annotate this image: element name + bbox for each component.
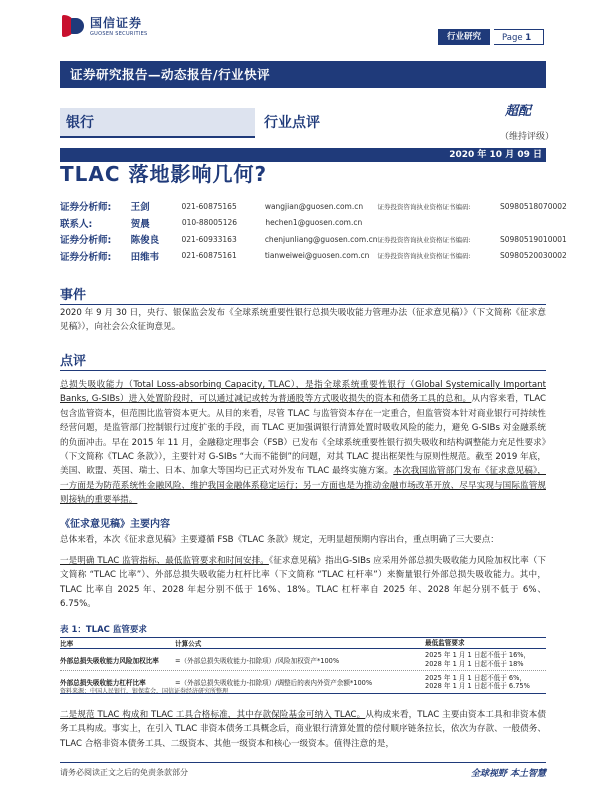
analyst-row: [60, 215, 560, 232]
tlac-definition: 总损失吸收能力（Total Loss-absorbing Capacity, TLAC），是指全球系统重要性银行（Global Systemically Important Banks, G-SIBs）进入处置阶段时，可以通过减记或转为普通股等方式吸收损失的资本和债务工具的总和。: [60, 380, 546, 405]
point-one-lead: 一是明确 TLAC 监管指标、最低监管要求和时间安排。: [60, 556, 269, 566]
draft-point-two: [60, 708, 546, 751]
footer-divider: [60, 762, 546, 763]
table-cell-requirement: [425, 651, 546, 668]
report-type-band: 证券研究报告—动态报告/行业快评: [60, 61, 546, 88]
policy-significance: 本次我国监管部门发布《征求意见稿》，一方面是为防范系统性金融风险、维护我国金融体系稳定运行；另一方面也是为推动金融市场改革开放、尽早实现与国际监管规则接轨的重要举措。: [60, 466, 546, 506]
draft-point-one: [60, 554, 546, 612]
guosen-logo: [62, 14, 148, 37]
requirement-2028: 2028 年 1 月 1 日起不低于 6.75%: [425, 682, 530, 690]
disclaimer-note: 请务必阅读正文之后的免责条款部分: [60, 768, 188, 777]
license-label: 证券投资咨询执业资格证书编码:: [377, 235, 471, 244]
analyst-name: 王剑: [130, 202, 150, 214]
comment-paragraph: [60, 378, 546, 508]
requirement-2025: 2025 年 1 月 1 日起不低于 16%，: [425, 651, 531, 659]
analyst-name: 田维韦: [130, 251, 160, 263]
draft-intro: 总体来看，本次《征求意见稿》主要遵循 FSB《TLAC 条款》规定，无明显超预期内容出台，重点明确了三大要点：: [60, 535, 499, 545]
analyst-phone: 021-60875161: [181, 251, 237, 261]
comment-heading: 点评: [60, 350, 546, 371]
license-label: 证券投资咨询执业资格证书编码:: [377, 202, 471, 211]
requirement-2028: 2028 年 1 月 1 日起不低于 18%: [425, 659, 524, 668]
table-header: 最低监管要求: [425, 638, 465, 647]
analyst-role: 联系人:: [60, 218, 93, 230]
analyst-phone: 010-88005126: [181, 218, 238, 228]
analyst-list: [60, 198, 567, 264]
footer-slogan: 全球视野 本土智慧: [470, 769, 546, 779]
analyst-email[interactable]: tianweiwei@guosen.com.cn: [264, 251, 370, 261]
analyst-phone: 021-60933163: [181, 234, 237, 244]
table-row: [60, 649, 546, 671]
analyst-phone: 021-60875165: [181, 201, 237, 211]
requirement-2025: 2025 年 1 月 1 日起不低于 6%，: [425, 673, 526, 682]
table-cell-requirement: [425, 674, 546, 691]
page-label: Page: [502, 33, 523, 43]
logo-cn: 国信证券: [90, 16, 143, 30]
analyst-email[interactable]: wangjian@guosen.com.cn: [264, 201, 364, 211]
point-one-body: 《征求意见稿》指出G-SIBs 应采用外部总损失吸收能力风险加权比率（下文简称 “TLAC 比率”）、外部总损失吸收能力杠杆比率（下文简称 “TLAC 杠杆率”）来衡量银行外部总损失吸收能力。其中，TLAC 比率自 2025 年、2028 年起分别不低于 16%、18%。TLAC 杠杆率自 2025 年、2028 年起分别不低于 6%、6.75%。: [60, 556, 546, 610]
event-heading: 事件: [60, 284, 546, 305]
point-two-lead: 二是规范 TLAC 构成和 TLAC 工具合格标准，其中存款保险基金可纳入 TLAC。: [60, 710, 366, 720]
rating-note: （维持评级）: [500, 132, 555, 142]
point-two-body: 从构成来看，TLAC 主要由资本工具和非资本债务工具构成。事实上，在引入 TLAC 非资本债务工具概念后，商业银行清算处置的偿付顺序链条拉长，依次为存款、一般债务、TLAC 合格非资本债务工具、二级资本、其他一级资本和核心一级资本。值得注意的是，: [60, 710, 546, 749]
logo-mark-icon: [62, 15, 84, 37]
analyst-role: 证券分析师:: [60, 251, 112, 263]
table-cell-ratio: 外部总损失吸收能力杠杆比率: [60, 679, 146, 687]
analyst-role: 证券分析师:: [60, 235, 112, 247]
table-cell-ratio: 外部总损失吸收能力风险加权比率: [60, 656, 159, 665]
analyst-email[interactable]: hechen1@guosen.com.cn: [265, 218, 363, 228]
page-indicator: [494, 29, 544, 45]
table-source: 资料来源：中国人民银行、银保监会、国信证券经济研究所整理: [60, 688, 229, 695]
license-label: 证券投资咨询执业资格证书编码:: [377, 252, 471, 261]
table-cell-formula: =（外部总损失吸收能力-扣除项）/风险加权资产*100%: [175, 656, 340, 665]
license-number: S0980518070002: [500, 201, 567, 211]
sector-label: 银行: [60, 108, 255, 138]
page-number: 1: [525, 33, 532, 43]
rating: 超配: [505, 104, 532, 119]
analyst-row: [60, 198, 567, 215]
event-text: 2020 年 9 月 30 日，央行、银保监会发布《全球系统重要性银行总损失吸收能力管理办法（征求意见稿）》（下文简称《征求意见稿》），向社会公众征询意见。: [60, 308, 546, 333]
table-header: 计算公式: [175, 640, 202, 648]
analyst-row: [60, 248, 567, 265]
tlac-background: 从内容来看，TLAC 包含监管资本，但范围比监管资本更大。从目的来看，尽管 TLAC 与监管资本存在一定重合，但监管资本针对商业银行可持续性经营问题，是监管部门控制银行过度扩张的手段，而 TLAC 更加强调银行清算处置时吸收风险的能力，避免 G-SIBs 对金融系统的负面冲击。早在 2015 年 11 月，金融稳定理事会（FSB）已发布《全球系统重要性银行损失吸收和结构调整能力充足性要求》（下文简称《TLAC 条款》），主要针对 G-SIBs “大而不能倒”的问题，对其 TLAC 提出框架性与原则性规范。截至 2019 年底，美国、欧盟、英国、瑞士、日本、加拿大等国均已正式对外发布 TLAC 最终实施方案。: [60, 394, 547, 477]
analyst-role: 证券分析师:: [60, 202, 112, 214]
table-header-row: [60, 638, 546, 649]
logo-en: GUOSEN SECURITIES: [90, 31, 148, 37]
analyst-name: 贺晨: [130, 218, 150, 230]
license-number: S0980519010001: [500, 234, 567, 244]
table-cell-formula: =（外部总损失吸收能力-扣除项）/调整后的表内外资产余额*100%: [175, 679, 373, 687]
draft-subheading: 《征求意见稿》主要内容: [60, 519, 170, 530]
license-number: S0980520030002: [500, 251, 567, 261]
table-title: 表 1：TLAC 监管要求: [60, 625, 147, 635]
analyst-row: [60, 231, 567, 248]
table-header: 比率: [60, 640, 74, 648]
report-date: 2020 年 10 月 09 日: [60, 148, 546, 162]
page-title: TLAC 落地影响几何?: [60, 162, 268, 186]
analyst-name: 陈俊良: [130, 235, 160, 247]
analyst-email[interactable]: chenjunliang@guosen.com.cn: [264, 234, 378, 244]
report-type: 行业点评: [264, 115, 320, 131]
report-category-tag: 行业研究: [438, 29, 490, 45]
